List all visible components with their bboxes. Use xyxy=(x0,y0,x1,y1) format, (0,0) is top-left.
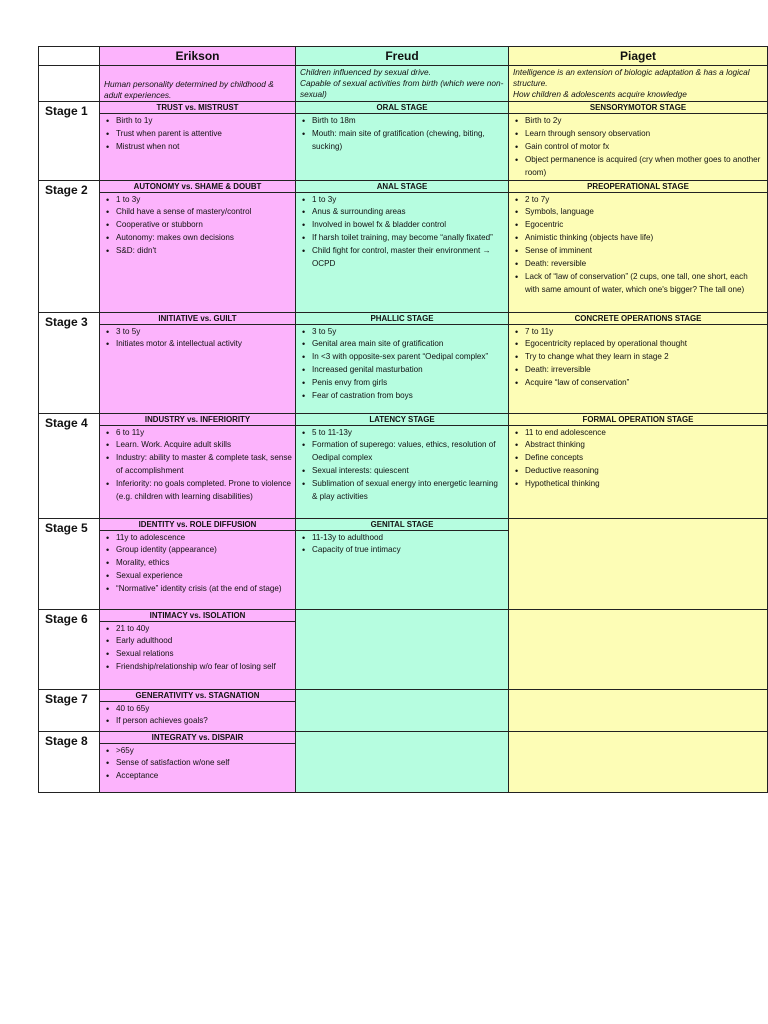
freud-stage-list xyxy=(296,193,508,271)
list-item: • If person achieves goals? xyxy=(116,715,292,728)
erikson-stage-cell xyxy=(100,689,296,731)
piaget-stage-cell xyxy=(509,180,768,312)
freud-stage-title: GENITAL STAGE xyxy=(296,519,508,531)
freud-stage-title: ANAL STAGE xyxy=(296,181,508,193)
erikson-stage-cell xyxy=(100,731,296,792)
stage-label: Stage 1 xyxy=(45,104,88,118)
description-erikson: Human personality determined by childhood & adult experiences. xyxy=(104,79,274,100)
piaget-stage-cell xyxy=(509,731,768,792)
list-item: • Sublimation of sexual energy into energetic learning & play activities xyxy=(312,478,505,504)
list-item: • 5 to 11-13y xyxy=(312,427,505,440)
piaget-stage-cell xyxy=(509,413,768,518)
freud-stage-cell xyxy=(296,689,509,731)
erikson-stage-list xyxy=(100,426,295,504)
list-item: • Anus & surrounding areas xyxy=(312,206,505,219)
freud-stage-list xyxy=(296,325,508,403)
piaget-stage-list xyxy=(509,114,767,180)
list-item: • Abstract thinking xyxy=(525,439,764,452)
list-item: • Sense of imminent xyxy=(525,245,764,258)
erikson-stage-title: GENERATIVITY vs. STAGNATION xyxy=(100,690,295,702)
list-item: • Death: irreversible xyxy=(525,364,764,377)
stage-row xyxy=(39,609,768,689)
list-item: • 1 to 3y xyxy=(116,194,292,207)
list-item: • 1 to 3y xyxy=(312,194,505,207)
erikson-stage-list xyxy=(100,114,295,154)
list-item: • 3 to 5y xyxy=(312,326,505,339)
list-item: • Sense of satisfaction w/one self xyxy=(116,757,292,770)
list-item: • Penis envy from girls xyxy=(312,377,505,390)
erikson-stage-title: INDUSTRY vs. INFERIORITY xyxy=(100,414,295,426)
stage-label-cell xyxy=(39,609,100,689)
list-item: • Object permanence is acquired (cry when mother goes to another room) xyxy=(525,154,764,180)
list-item: • Lack of “law of conservation” (2 cups, one tall, one short, each with same amount of water, which one's bigger? The tall one) xyxy=(525,271,764,297)
list-item: • In <3 with opposite-sex parent “Oedipal complex” xyxy=(312,351,505,364)
freud-stage-cell xyxy=(296,731,509,792)
column-header-freud: Freud xyxy=(296,47,509,66)
list-item: • Child fight for control, master their environment → OCPD xyxy=(312,245,505,271)
piaget-stage-title: PREOPERATIONAL STAGE xyxy=(509,181,767,193)
list-item: • Mouth: main site of gratification (chewing, biting, sucking) xyxy=(312,128,505,154)
table-body xyxy=(39,47,768,793)
piaget-stage-cell xyxy=(509,102,768,181)
erikson-stage-title: IDENTITY vs. ROLE DIFFUSION xyxy=(100,519,295,531)
list-item: • Group identity (appearance) xyxy=(116,544,292,557)
stage-label: Stage 5 xyxy=(45,520,88,535)
list-item: • Gain control of motor fx xyxy=(525,141,764,154)
stage-label: Stage 6 xyxy=(45,611,88,626)
list-item: • Birth to 2y xyxy=(525,115,764,128)
list-item: • Egocentric xyxy=(525,219,764,232)
stage-row xyxy=(39,102,768,181)
list-item: • Cooperative or stubborn xyxy=(116,219,292,232)
stage-comparison-table xyxy=(38,46,768,793)
erikson-stage-list xyxy=(100,531,295,597)
list-item: • Morality, ethics xyxy=(116,557,292,570)
erikson-stage-cell xyxy=(100,102,296,181)
freud-stage-title: LATENCY STAGE xyxy=(296,414,508,426)
list-item: • Birth to 1y xyxy=(116,115,292,128)
list-item: • Child have a sense of mastery/control xyxy=(116,206,292,219)
stage-label: Stage 4 xyxy=(45,415,88,430)
list-item: • Acceptance xyxy=(116,770,292,783)
stage-label: Stage 2 xyxy=(45,182,88,197)
erikson-stage-title: INTIMACY vs. ISOLATION xyxy=(100,610,295,622)
list-item: • >65y xyxy=(116,745,292,758)
list-item: • Symbols, language xyxy=(525,206,764,219)
piaget-stage-cell xyxy=(509,689,768,731)
freud-stage-title: ORAL STAGE xyxy=(296,102,508,114)
description-piaget-cell xyxy=(509,66,768,102)
list-item: • Define concepts xyxy=(525,452,764,465)
list-item: • Hypothetical thinking xyxy=(525,478,764,491)
piaget-stage-title: FORMAL OPERATION STAGE xyxy=(509,414,767,426)
list-item: • If harsh toilet training, may become “anally fixated” xyxy=(312,232,505,245)
list-item: • Sexual interests: quiescent xyxy=(312,465,505,478)
list-item: • 7 to 11y xyxy=(525,326,764,339)
list-item: • Capacity of true intimacy xyxy=(312,544,505,557)
erikson-stage-list xyxy=(100,325,295,352)
erikson-stage-cell xyxy=(100,609,296,689)
freud-stage-list xyxy=(296,531,508,558)
list-item: • S&D: didn't xyxy=(116,245,292,258)
list-item: • Formation of superego: values, ethics, resolution of Oedipal complex xyxy=(312,439,505,465)
list-item: • 21 to 40y xyxy=(116,623,292,636)
list-item: • 2 to 7y xyxy=(525,194,764,207)
freud-stage-cell xyxy=(296,180,509,312)
list-item: • Trust when parent is attentive xyxy=(116,128,292,141)
column-header-erikson: Erikson xyxy=(100,47,296,66)
stage-row xyxy=(39,413,768,518)
freud-stage-cell xyxy=(296,413,509,518)
list-item: • 40 to 65y xyxy=(116,703,292,716)
erikson-stage-cell xyxy=(100,518,296,609)
piaget-stage-title: SENSORYMOTOR STAGE xyxy=(509,102,767,114)
list-item: • 11 to end adolescence xyxy=(525,427,764,440)
list-item: • Deductive reasoning xyxy=(525,465,764,478)
piaget-stage-list xyxy=(509,193,767,297)
list-item: • Mistrust when not xyxy=(116,141,292,154)
piaget-stage-list xyxy=(509,325,767,391)
piaget-stage-cell xyxy=(509,518,768,609)
erikson-stage-list xyxy=(100,744,295,784)
erikson-stage-list xyxy=(100,702,295,729)
description-freud: Children influenced by sexual drive. Capable of sexual activities from birth (which were non-sexual) xyxy=(300,67,504,99)
stage-label-cell xyxy=(39,413,100,518)
stage-label-cell xyxy=(39,689,100,731)
list-item: • Egocentricity replaced by operational thought xyxy=(525,338,764,351)
list-item: • Learn through sensory observation xyxy=(525,128,764,141)
freud-stage-cell xyxy=(296,312,509,413)
description-piaget: Intelligence is an extension of biologic adaptation & has a logical structure. How children & adolescents acquire knowledge xyxy=(513,67,750,99)
list-item: • Fear of castration from boys xyxy=(312,390,505,403)
corner-cell xyxy=(39,47,100,66)
list-item: • Initiates motor & intellectual activity xyxy=(116,338,292,351)
erikson-stage-title: TRUST vs. MISTRUST xyxy=(100,102,295,114)
erikson-stage-list xyxy=(100,193,295,259)
list-item: • Involved in bowel fx & bladder control xyxy=(312,219,505,232)
list-item: • Inferiority: no goals completed. Prone to violence (e.g. children with learning disabilities) xyxy=(116,478,292,504)
erikson-stage-cell xyxy=(100,312,296,413)
stage-label-cell xyxy=(39,102,100,181)
description-row xyxy=(39,66,768,102)
stage-label-cell xyxy=(39,180,100,312)
stage-label: Stage 3 xyxy=(45,314,88,329)
piaget-stage-cell xyxy=(509,609,768,689)
erikson-stage-cell xyxy=(100,180,296,312)
list-item: • 11y to adolescence xyxy=(116,532,292,545)
header-row xyxy=(39,47,768,66)
list-item: • Learn. Work. Acquire adult skills xyxy=(116,439,292,452)
list-item: • Try to change what they learn in stage 2 xyxy=(525,351,764,364)
erikson-stage-list xyxy=(100,622,295,675)
erikson-stage-cell xyxy=(100,413,296,518)
stage-label-cell xyxy=(39,731,100,792)
piaget-stage-title: CONCRETE OPERATIONS STAGE xyxy=(509,313,767,325)
list-item: • Industry: ability to master & complete task, sense of accomplishment xyxy=(116,452,292,478)
stage-label: Stage 8 xyxy=(45,733,88,748)
freud-stage-list xyxy=(296,114,508,154)
description-freud-cell xyxy=(296,66,509,102)
description-label-cell xyxy=(39,66,100,102)
stage-row xyxy=(39,731,768,792)
list-item: • Animistic thinking (objects have life) xyxy=(525,232,764,245)
stage-label: Stage 7 xyxy=(45,691,88,706)
list-item: • 11-13y to adulthood xyxy=(312,532,505,545)
list-item: • Birth to 18m xyxy=(312,115,505,128)
list-item: • Death: reversible xyxy=(525,258,764,271)
freud-stage-list xyxy=(296,426,508,504)
erikson-stage-title: INITIATIVE vs. GUILT xyxy=(100,313,295,325)
stage-label-cell xyxy=(39,518,100,609)
description-erikson-cell xyxy=(100,66,296,102)
freud-stage-cell xyxy=(296,102,509,181)
erikson-stage-title: INTEGRATY vs. DISPAIR xyxy=(100,732,295,744)
list-item: • Early adulthood xyxy=(116,635,292,648)
stage-row xyxy=(39,689,768,731)
list-item: • Increased genital masturbation xyxy=(312,364,505,377)
freud-stage-cell xyxy=(296,609,509,689)
list-item: • Friendship/relationship w/o fear of losing self xyxy=(116,661,292,674)
piaget-stage-cell xyxy=(509,312,768,413)
list-item: • Sexual relations xyxy=(116,648,292,661)
piaget-stage-list xyxy=(509,426,767,492)
freud-stage-title: PHALLIC STAGE xyxy=(296,313,508,325)
erikson-stage-title: AUTONOMY vs. SHAME & DOUBT xyxy=(100,181,295,193)
list-item: • 3 to 5y xyxy=(116,326,292,339)
column-header-piaget: Piaget xyxy=(509,47,768,66)
stage-label-cell xyxy=(39,312,100,413)
stage-row xyxy=(39,180,768,312)
list-item: • Genital area main site of gratification xyxy=(312,338,505,351)
list-item: • “Normative” identity crisis (at the end of stage) xyxy=(116,583,292,596)
stage-row xyxy=(39,518,768,609)
list-item: • Autonomy: makes own decisions xyxy=(116,232,292,245)
stage-row xyxy=(39,312,768,413)
list-item: • 6 to 11y xyxy=(116,427,292,440)
freud-stage-cell xyxy=(296,518,509,609)
list-item: • Sexual experience xyxy=(116,570,292,583)
list-item: • Acquire “law of conservation” xyxy=(525,377,764,390)
